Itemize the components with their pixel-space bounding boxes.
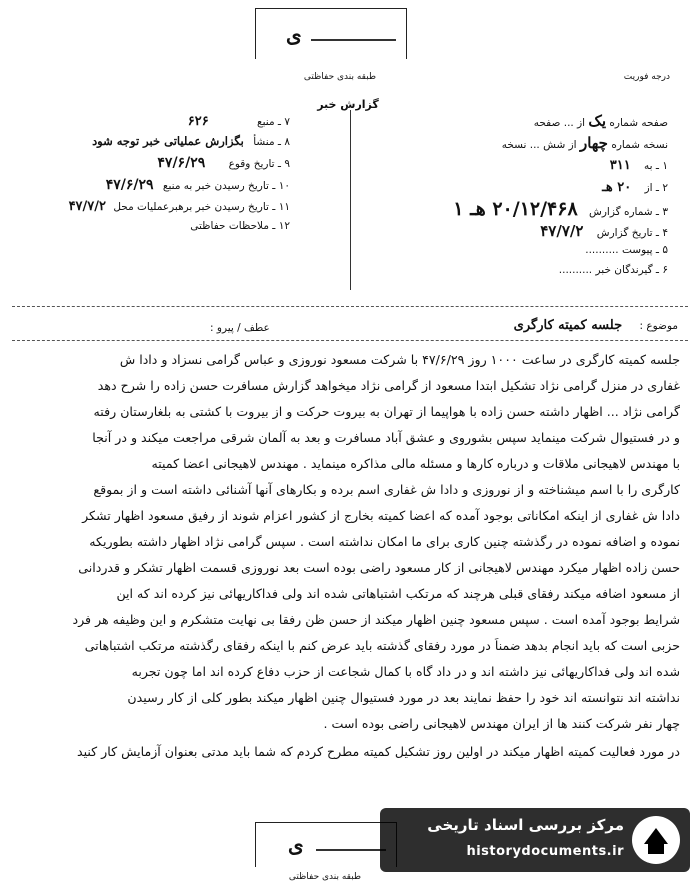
bottom-stamp-text: ی (288, 833, 304, 857)
report-title: گزارش خبر (317, 98, 379, 111)
field-date-to-source: ۱۰ ـ تاریخ رسیدن خبر به منبع ۴۷/۶/۲۹ (105, 177, 290, 193)
classification-top: طبقه بندی حفاظتی (303, 72, 377, 82)
body-line: شده اند ولی فداکاریهائی نیز داشته اند و در داد گاه با کمال شجاعت از حزب دفاع کرده اند اما چون تجربه (131, 664, 680, 679)
body-line: از مسعود اضافه میکند رفقای قبلی هرچند که مرتکب اشتباهاتی شده اند ولی فداکاریهائی نیز کرده اند که این (116, 586, 680, 601)
body-line: حزبی است که باید انجام بدهد ضمناً در مورد رفقای گذشته باید عرض کنم با اینکه رفقای رگذشته مرتکب اشتباهاتی (84, 638, 680, 653)
field-report-date: ۴ ـ تاریخ گزارش ۴۷/۷/۲ (540, 222, 668, 240)
field-copy-number: نسخه شماره چهار از شش ... نسخه (501, 134, 668, 152)
followup-row: عطف / پیرو : (210, 322, 270, 334)
body-line: گرامی نژاد ... اظهار داشته حسن زاده با هواپیما از تهران به بیروت حرکت و از بیروت با کشتی به بلغارستان رفته (93, 404, 680, 419)
field-origin: ۸ ـ منشأ بگزارش عملیاتی خبر توجه شود (92, 134, 290, 148)
field-recipients: ۶ ـ گیرندگان خبر .......... (558, 264, 668, 276)
body-line: نموده و اضافه نموده در رگذشته چنین کاری برای ما امکان نداشته است . سپس گرامی نژاد اظهار داشته بطوریکه (89, 534, 680, 549)
header-separator (12, 306, 688, 307)
body-line: شرایط بوجود آمده است . سپس مسعود چنین اظهار میکند از حسن ظن رفقا بی نهایت متشکرم و این وظیفه هر فرد (72, 612, 680, 627)
top-classification-stamp (255, 8, 407, 59)
classification-bottom: طبقه بندی حفاظتی (288, 872, 362, 882)
field-from: ۲ ـ از ۲۰ هـ (602, 180, 668, 195)
logo-title: مرکز بررسی اسناد تاریخی (427, 816, 624, 834)
field-source: ۷ ـ منبع ۶۲۶ (187, 114, 290, 129)
field-attachment: ۵ ـ پیوست .......... (585, 244, 668, 256)
body-line: چهار نفر شرکت کنند ها از ایران مهندس لاهیجانی راضی بوده است . (323, 716, 680, 731)
bottom-classification-stamp (255, 822, 397, 867)
field-occurrence-date: ۹ ـ تاریخ وقوع ۴۷/۶/۲۹ (157, 155, 290, 171)
priority-label: درجه فوریت (623, 72, 670, 82)
body-line: غفاری در منزل گرامی نژاد تشکیل ابتدا مسعود از گرامی نژاد میخواهد گزارش مسافرت حسن زاده را شرح دهد (97, 378, 680, 393)
field-security-notes: ۱۲ ـ ملاحظات حفاظتی (190, 220, 290, 232)
body-line: دادا ش غفاری از اینکه امکاناتی بوجود آمده که اعضا کمیته بخارج از کشور اعزام شوند از رفیق مسعود اظهار تشکر (82, 508, 680, 523)
subject-row: موضوع : جلسه کمیته کارگری (513, 318, 678, 333)
field-date-to-leader: ۱۱ ـ تاریخ رسیدن خبر برهبرعملیات محل ۴۷/۷/۲ (68, 199, 290, 214)
field-report-number: ۳ ـ شماره گزارش ۲۰/۱۲/۴۶۸ هـ ۱ (453, 198, 668, 220)
body-line: و در فستیوال شرکت مینماید سپس بشوروی و عشق آباد مسافرت و بعد به آلمان شرقی مراجعت میکند و در آنجا (92, 430, 680, 445)
field-page-number: صفحه شماره یک از ... صفحه (533, 112, 668, 130)
body-line: نداشته اند نتوانسته اند خود را حفظ نمایند بعد در مورد فستیوال چنین اظهار میکند بطور کلی از کار رسیدن (127, 690, 680, 705)
logo-url: historydocuments.ir (466, 844, 624, 859)
archive-logo (380, 808, 690, 872)
body-line: کارگری را با اسم میشناخته و از نوروزی و دادا ش غفاری اسم برده و بکارهای آنها آشنائی داشته است و از بموقع (93, 482, 680, 497)
stamp-dash (316, 849, 386, 851)
body-line: با مهندس لاهیجانی ملاقات و درباره کارها و مسئله مالی مذاکره مینماید . مهندس لاهیجانی اعضا کمیته (151, 456, 680, 471)
body-line: جلسه کمیته کارگری در ساعت ۱۰۰۰ روز ۴۷/۶/۲۹ با شرکت مسعود نوروزی و عباس گرامی نسزاد و دادا ش (119, 352, 680, 367)
field-to: ۱ ـ به ۳۱۱ (609, 158, 668, 173)
body-line: حسن زاده اظهار میکرد مهندس لاهیجانی از کار مسعود راضی بوده است بعد نوروزی قسمت اظهار تشکر و قدردانی (78, 560, 680, 575)
column-divider (350, 110, 351, 290)
body-line: در مورد فعالیت کمیته اظهار میکند در اولین روز تشکیل کمیته مطرح کردم که شما باید مدتی بعنوان آزمایش کار کنید (76, 744, 680, 759)
subject-separator (12, 340, 688, 341)
document-center-icon (630, 814, 682, 866)
top-stamp-text: ی (286, 23, 302, 47)
stamp-dash (311, 39, 396, 41)
